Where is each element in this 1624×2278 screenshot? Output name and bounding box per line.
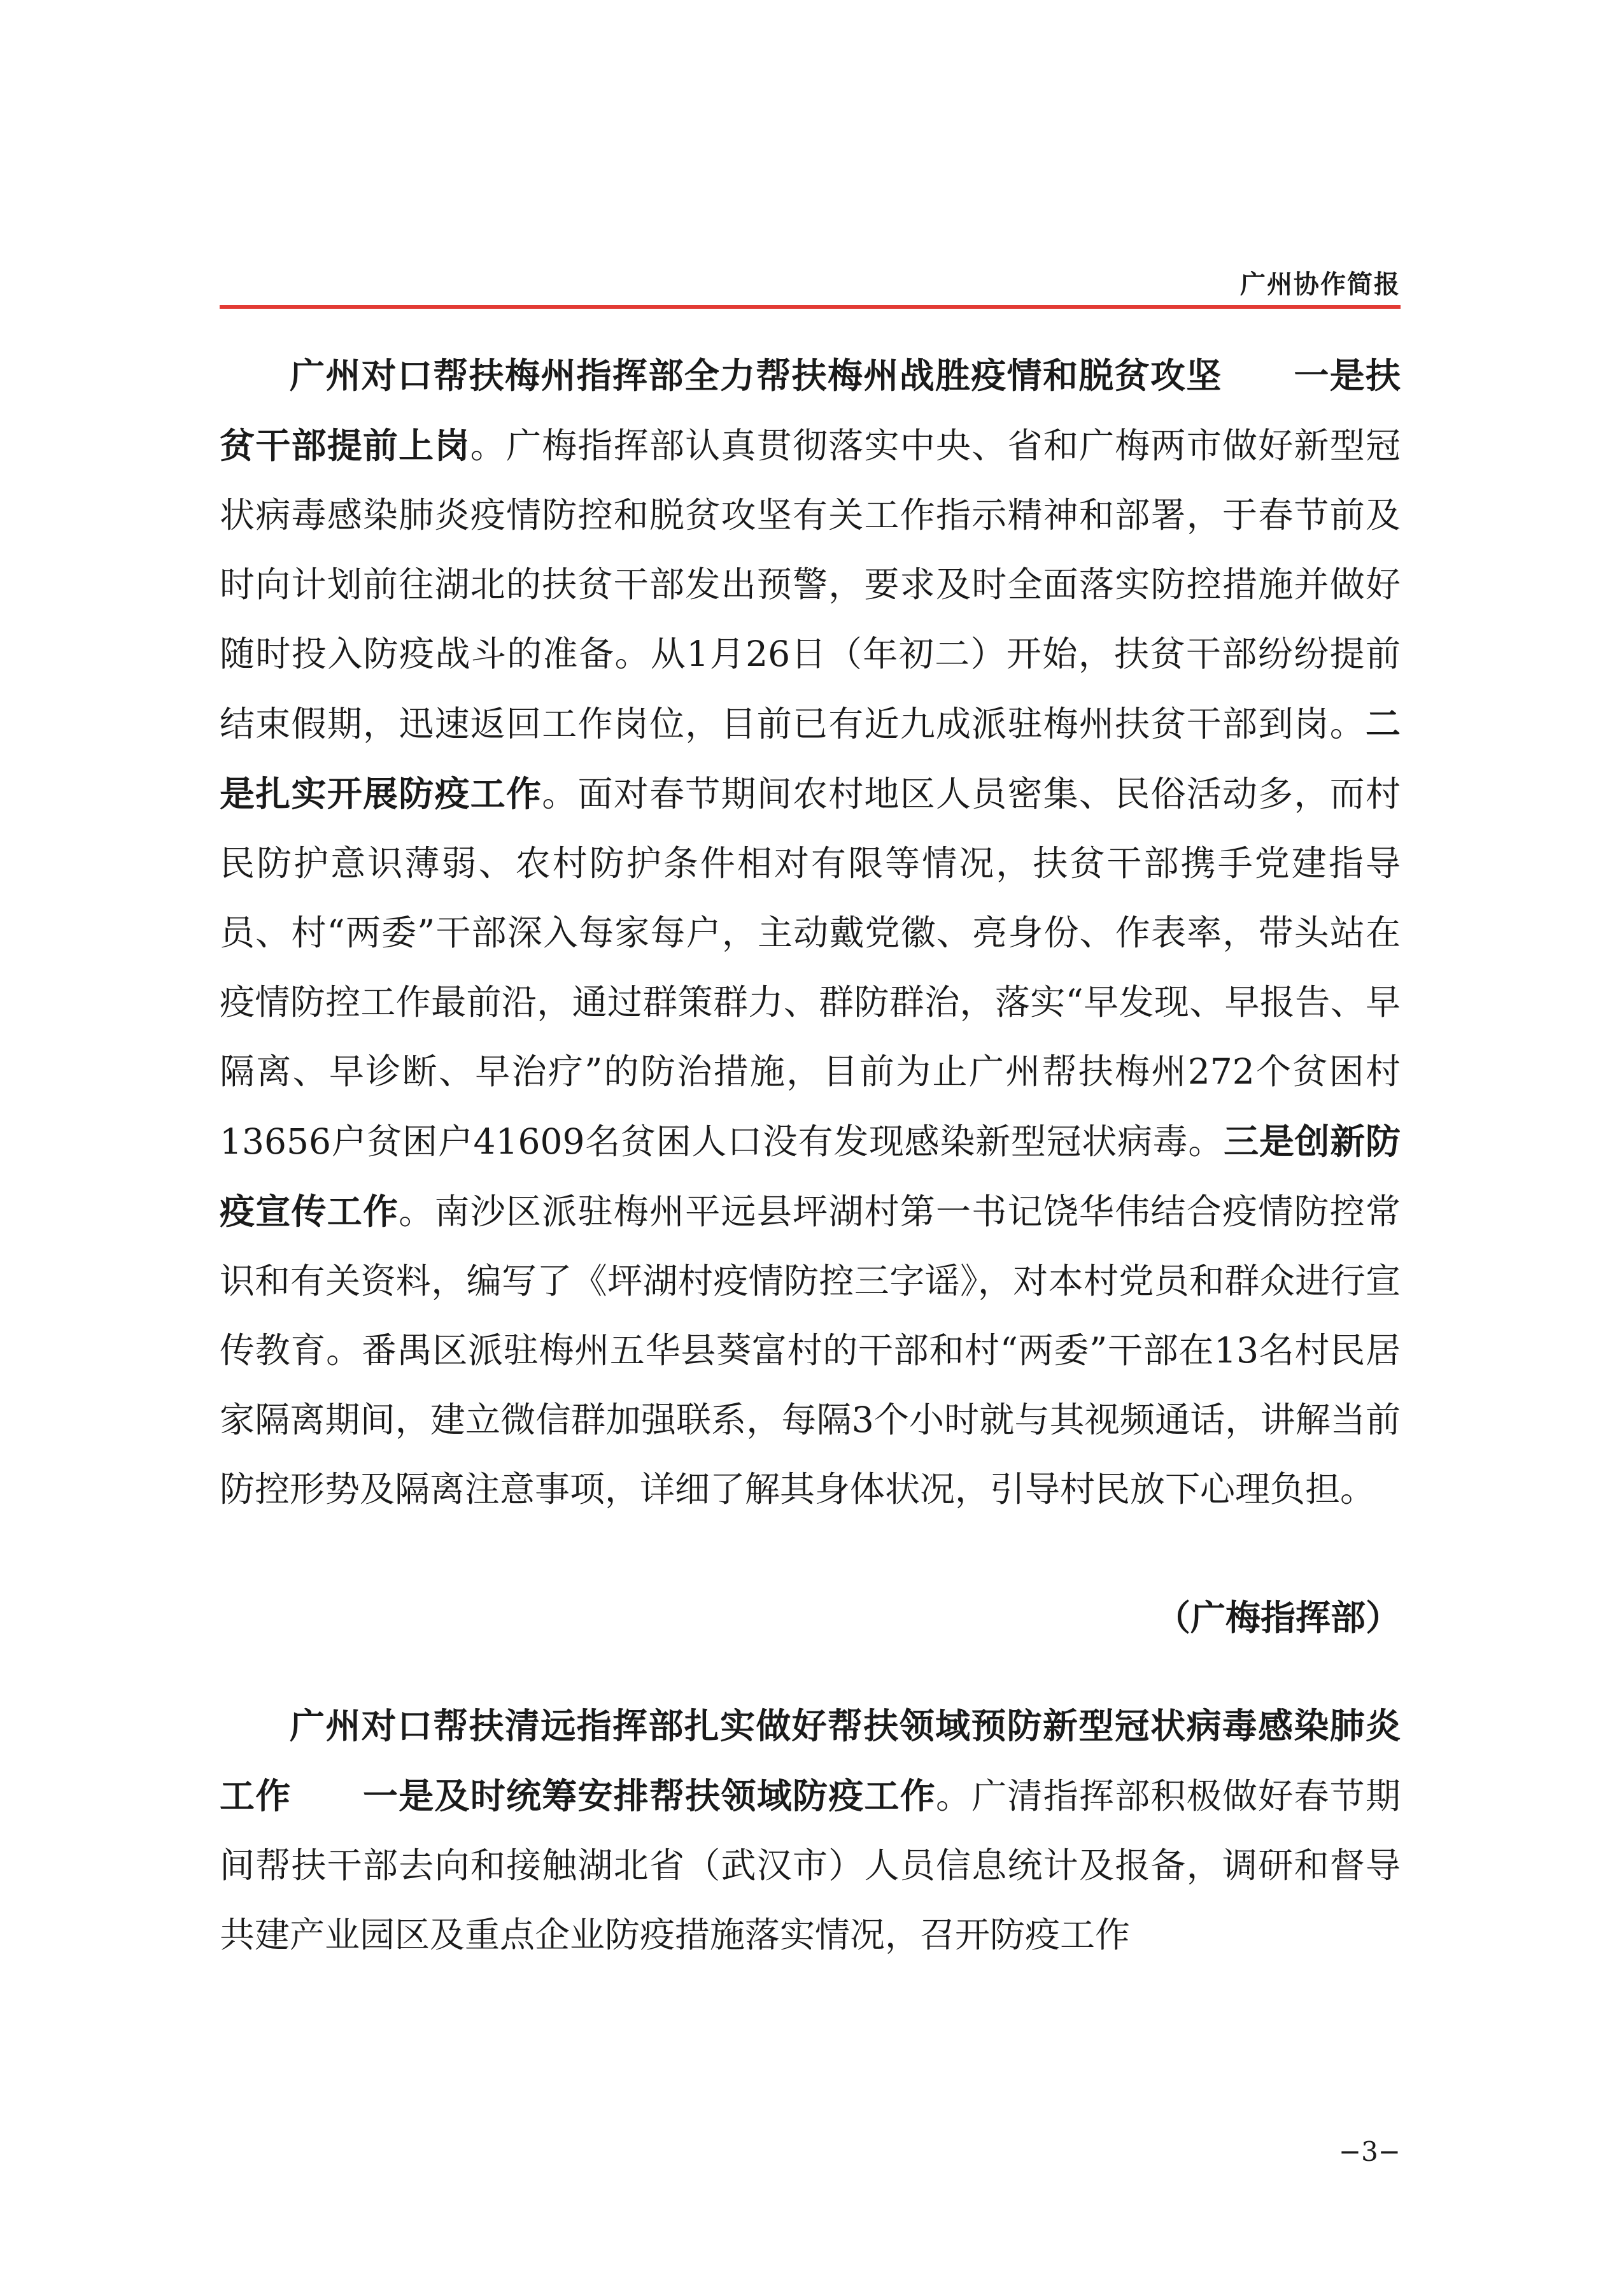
article-headline: 广州对口帮扶梅州指挥部全力帮扶梅州战胜疫情和脱贫攻坚	[290, 355, 1222, 396]
point-label: 一是扶贫干部提前上岗	[220, 355, 1401, 466]
body-text: 。南沙区派驻梅州平远县坪湖村第一书记饶华伟结合疫情防控常识和有关资料，编写了《坪湖村疫情防控三字谣》，对本村党员和群众进行宣传教育。番禺区派驻梅州五华县葵富村的干部和村“两委”干部在13名村民居家隔离期间，建立微信群加强联系，每隔3个小时就与其视频通话，讲解当前防控形势及隔离注意事项，详细了解其身体状况，引导村民放下心理负担。	[220, 1191, 1401, 1510]
article-headline: 广州对口帮扶清远指挥部扎实做好帮扶领域预防新型冠状病毒感染肺炎工作	[220, 1706, 1401, 1816]
publication-title: 广州协作简报	[1240, 269, 1401, 299]
point-label: 三是创新防疫宣传工作	[220, 1121, 1401, 1232]
header-divider	[220, 305, 1401, 309]
article-source: （广梅指挥部）	[1155, 1597, 1401, 1638]
article-paragraph	[220, 341, 1401, 1524]
article-paragraph	[220, 1692, 1401, 1970]
article-qingyuan	[220, 1692, 1401, 1970]
article-meizhou	[220, 341, 1401, 1524]
body-text: 。广清指挥部积极做好春节期间帮扶干部去向和接触湖北省（武汉市）人员信息统计及报备，调研和督导共建产业园区及重点企业防疫措施落实情况，召开防疫工作	[220, 1776, 1401, 1955]
point-label: 一是及时统筹安排帮扶领域防疫工作	[363, 1775, 936, 1816]
body-text: 。面对春节期间农村地区人员密集、民俗活动多，而村民防护意识薄弱、农村防护条件相对有限等情况，扶贫干部携手党建指导员、村“两委”干部深入每家每户，主动戴党徽、亮身份、作表率，带头站在疫情防控工作最前沿，通过群策群力、群防群治，落实“早发现、早报告、早隔离、早诊断、早治疗”的防治措施，目前为止广州帮扶梅州272个贫困村13656户贫困户41609名贫困人口没有发现感染新型冠状病毒。	[220, 774, 1401, 1162]
page-number: −3−	[1338, 2136, 1401, 2167]
point-label: 二是扎实开展防疫工作	[220, 703, 1401, 814]
body-text: 。广梅指挥部认真贯彻落实中央、省和广梅两市做好新型冠状病毒感染肺炎疫情防控和脱贫攻坚有关工作指示精神和部署，于春节前及时向计划前往湖北的扶贫干部发出预警，要求及时全面落实防控措施并做好随时投入防疫战斗的准备。从1月26日（年初二）开始，扶贫干部纷纷提前结束假期，迅速返回工作岗位，目前已有近九成派驻梅州扶贫干部到岗。	[220, 425, 1401, 744]
